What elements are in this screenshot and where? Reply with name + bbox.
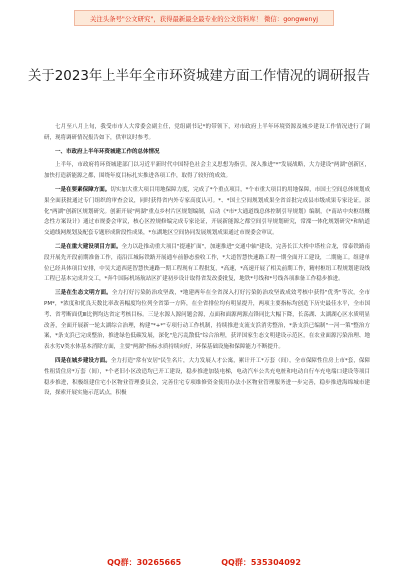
section-heading: 一、市政府上半年环资城建工作的总体情况	[55, 148, 160, 155]
document-body	[44, 122, 370, 402]
body-paragraph	[44, 356, 370, 399]
paragraph-text: 全力打造"常有安居"民生名片，大力发展人才公寓，累计开工*万套（间），全市保障性住房上市*套，保障性租赁住房*万套（间），*个老旧小区改造均已开工建设，稳步推进加装电梯，电动汽车公共充电桩和电动自行车充电端口建设等项目稳步推进，积极组建住宅小区物业管理委员会，完善住宅专项维修资金使用办法小区物业管理服务进一步完善，稳步推进海绵城市建设，探索开展实施示范试点，积极	[44, 357, 370, 397]
banner-text: 关注头条号"公文研究"，获得最新最全最专业的公文资料库！ 微信：gongwenyj	[89, 14, 319, 23]
document-title: 关于2023年上半年全市环资城建方面工作情况的调研报告	[28, 69, 371, 84]
paragraph-text: 切实加大重大项目用地保障力度，完成了*个重点项目，*个市重大项目的用地保障，市国土空间总体规划成果全面获批通过专门组织的审查会议，同时获得省内外专家高度认可。*、*国土空间规划成果全省首批完成县市级成果专家论证。深化"两湖"创新区规划研究。创新开展"两湖"重点乡村片区规划编制，启动《*市*大通道线总体控制引导规划》编制，《*南站中央枢纽概念性方案设计》通过市规委会审议，核心区控规修编完成专家论证，开展新能源之都空间引导规划研究，常溧一体化规划研究*和轨道交通线网规划及配套专题形成阶段性成果，*东湖地区空间协同发展规划成果通过市规委会审议。	[44, 186, 370, 237]
footer	[0, 552, 408, 572]
paragraph-lead: 三是在生态文明方面。	[55, 290, 112, 297]
body-paragraph: 七月至八月上旬，我受市市人大常委会副主任，党组副书记*的带领下，对市政府上半年环境资源及城乡建设工作情况进行了调研，现将调研情况报告如下，供审议时参考。	[44, 124, 370, 141]
body-paragraph	[44, 242, 370, 285]
body-paragraph	[44, 288, 370, 353]
paragraph-text: 全力以赴推动重大项目"提速扩面"，加速推进"交通中轴"建设，完善长江大桥中塔柱合龙，常泰铁路南段开展先开段前期准备工作，南沿江城际铁路开展通车前静态验收工作，*大道智慧快速路工程一期全面开工建设，二期施工。组建单位已经具体项目安排，中吴大道西延智慧快速路一期工程现有工程批复，*高速，*高速开展了相关前期工作，精村枢纽工程规划建设线工程已基本完成并交工，*奔牛国际机场航站区扩建初步设计取得省发改委批复，地铁*号线和*号线各项准备工作稳步推进。	[44, 243, 370, 283]
body-paragraph: 上半年，市政府将环资城建部门以习近平新时代中国特色社会主义思想为指引，深入推进"*"发展战略，大力建设"两湖"创新区，加快打造新能源之都，围绕年度目标扎实推进各项工作，取得了较好的成效。	[44, 162, 370, 180]
paragraph-lead: 二是在重大建设项目方面。	[55, 243, 122, 250]
top-banner	[74, 10, 334, 26]
footer-qq-group-1: QQ群：30265665	[107, 557, 182, 567]
footer-qq-group-2: QQ群：535304092	[221, 557, 301, 567]
paragraph-text: 全力打好污染防治攻坚战，*地建两年在全省深入打好污染防治攻坚战成效考核中获得"优秀"等次，全市PM*，*浓度和优良天数比率改善幅度均位列全省第一方阵，在全省排位均有明显提升，两项主要指标均创造下历史最佳水平，全市国考、省考断面优Ⅲ比例均达省定考核目标。三是水源人源问题会源，点面和面源两源点锋同比大幅下降，长荡湖、太湖湖心区水质明显改善，全面开展新一轮太湖综合治理，构建"*+*"专项行动工作机制，持续推进支流支浜消劣整治，*条支浜已编制"一河一策"整治方案，*条支浜已完成整治，推进绿色低碳发展，深化"危污乱散低"综合治理，获评国家生态文明建设示范区，在农业面源污染治理、地表水劣Ⅴ类水体基本消除方面，主要"两湖"指标水质持续向好，环保基础设施和保障能力不断提升。	[44, 290, 370, 351]
paragraph-lead: 四是在城乡建设方面。	[55, 357, 111, 364]
body-paragraph	[44, 185, 370, 239]
paragraph-lead: 一是在要素保障方面。	[55, 186, 111, 193]
